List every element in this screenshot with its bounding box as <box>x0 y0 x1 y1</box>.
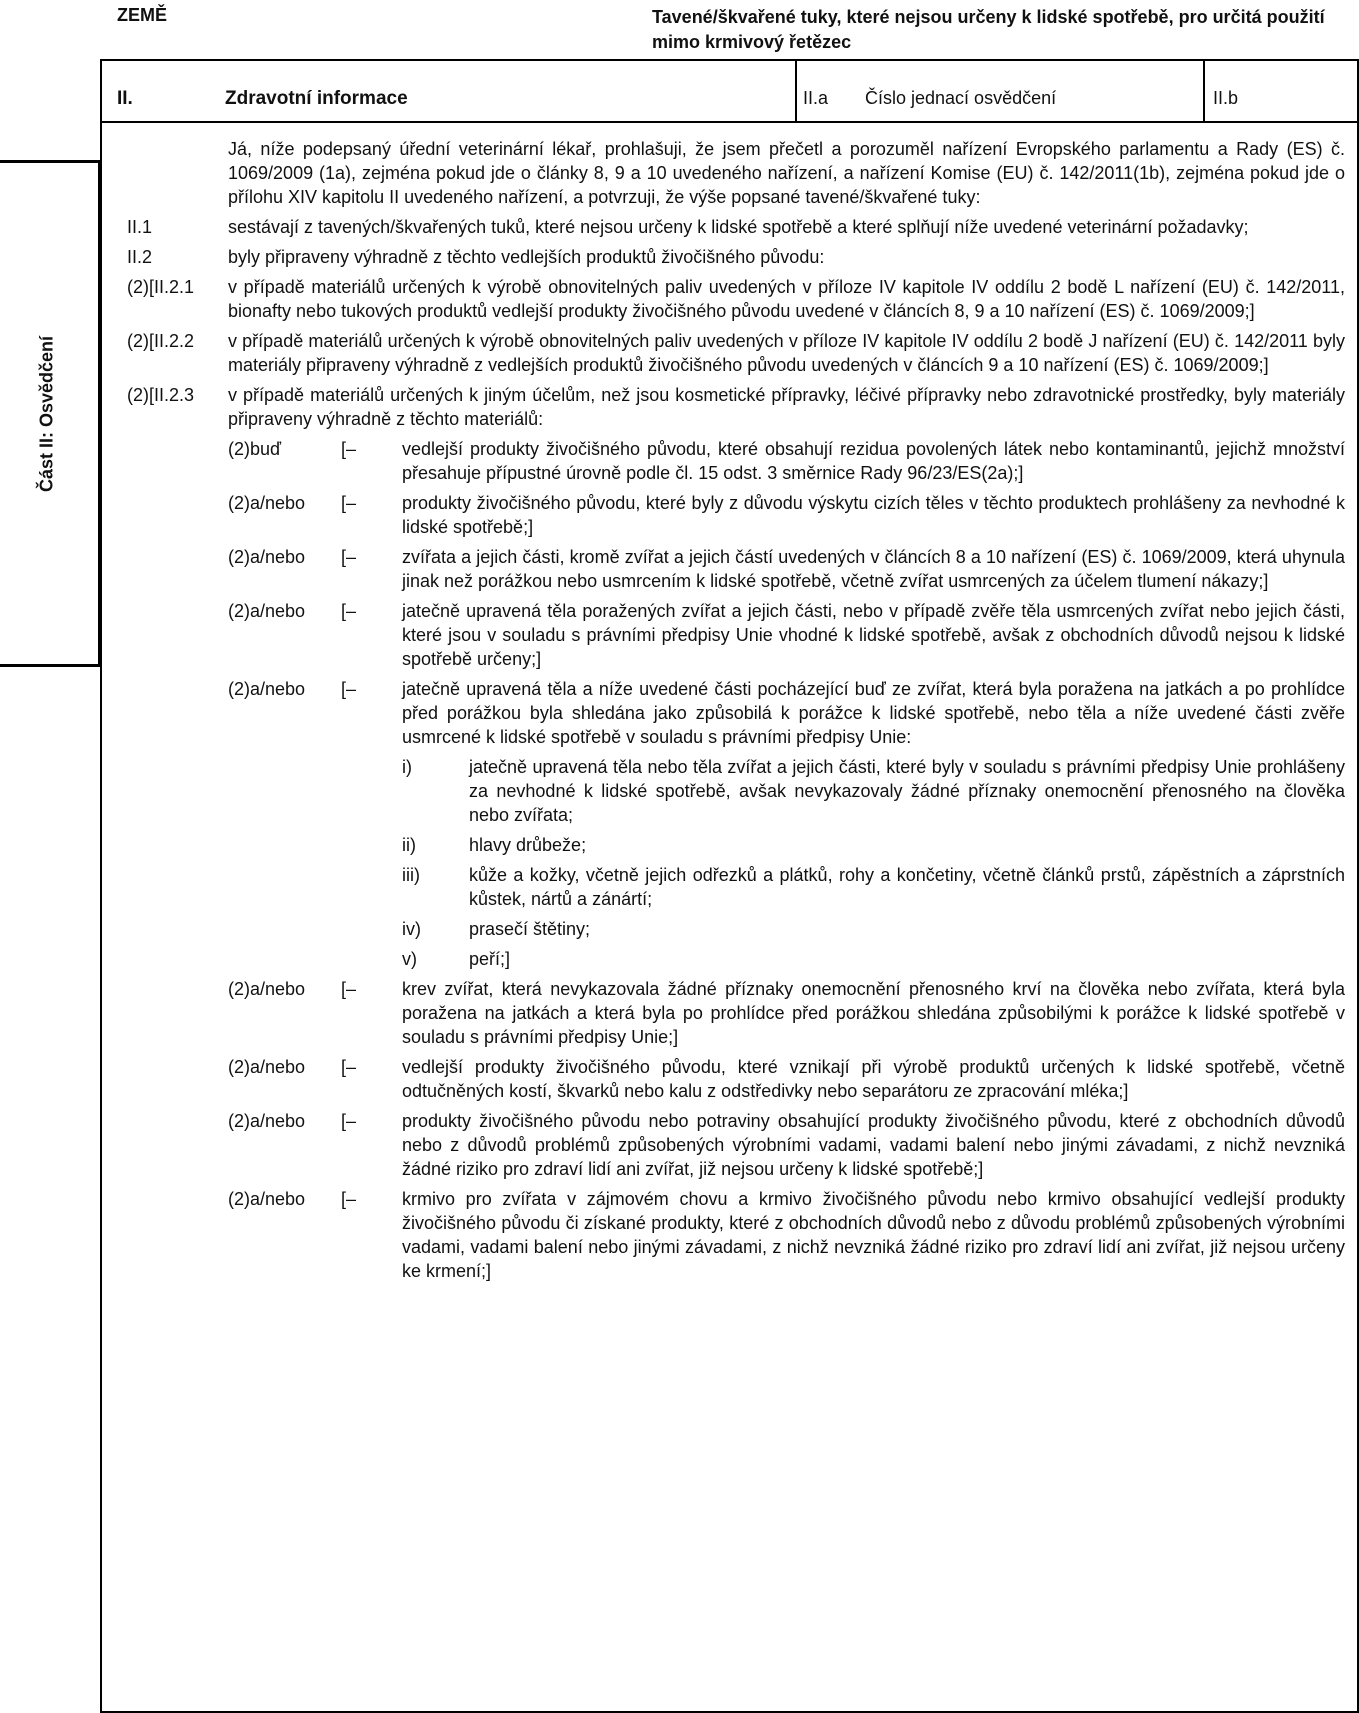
option-row <box>127 677 1345 749</box>
option-bracket: [– <box>341 493 357 513</box>
option-prefix: (2)a/nebo <box>228 1111 306 1131</box>
item-row <box>127 245 1345 269</box>
option-prefix: (2)a/nebo <box>228 1189 306 1209</box>
intro-text: Já, níže podepsaný úřední veterinární lékař, prohlašuji, že jsem přečetl a porozuměl nařízení Evropského parlamentu a Rady (ES) č. 1069/2009 (1a), zejména pokud jde o články 8, 9 a 10 uvedeného nařízení, a nařízení Komise (EU) č. 142/2011(1b), zejména pokud jde o přílohu XIV kapitolu II uvedeného nařízení, a potvrzuji, že výše popsané tavené/škvařené tuky: <box>228 139 1345 207</box>
option-bracket: [– <box>341 601 357 621</box>
option-text: jatečně upravená těla poražených zvířat a jejich části, nebo v případě zvěře těla usmrcených zvířat nebo jejich části, které jsou v souladu s právními předpisy Unie vhodné k lidské spotřebě, avšak z obchodních důvodů nejsou k lidské spotřebě určeny;] <box>402 601 1345 669</box>
subitem-text: hlavy drůbeže; <box>469 835 587 855</box>
option-text: produkty živočišného původu, které byly z důvodu výskytu cizích těles v těchto produktech prohlášeny za nevhodné k lidské spotřebě;] <box>402 493 1345 537</box>
subitem-row <box>402 947 1345 971</box>
certificate-title: Tavené/škvařené tuky, které nejsou určeny k lidské spotřebě, pro určitá použití mimo krmivový řetězec <box>652 7 1325 52</box>
subitem-number: ii) <box>402 835 416 855</box>
country-label: ZEMĚ <box>117 5 168 25</box>
subitem-number: iii) <box>402 865 420 885</box>
iia-label: II.a <box>803 88 829 108</box>
option-bracket: [– <box>341 1189 357 1209</box>
option-row <box>127 1187 1345 1283</box>
intro-row <box>127 137 1345 209</box>
subitem-text: jatečně upravená těla nebo těla zvířat a jejich části, které byly v souladu s právními předpisy Unie prohlášeny za nevhodné k lidské spotřebě, avšak nevykazovaly žádné příznaky onemocnění přenosného na člověka nebo zvířata; <box>469 757 1345 825</box>
item-number: (2)[II.2.2 <box>127 331 195 351</box>
subitem-text: kůže a kožky, včetně jejich odřezků a plátků, rohy a končetiny, včetně článků prstů, zápěstních a záprstních kůstek, nártů a zánártí; <box>469 865 1345 909</box>
item-text: v případě materiálů určených k jiným účelům, než jsou kosmetické přípravky, léčivé přípravky nebo zdravotnické prostředky, byly materiály připraveny výhradně z těchto materiálů: <box>228 385 1345 429</box>
option-row <box>127 599 1345 671</box>
option-prefix: (2)a/nebo <box>228 1057 306 1077</box>
reference-number-label: Číslo jednací osvědčení <box>865 88 1057 108</box>
subitem-row <box>402 917 1345 941</box>
subitem-row <box>402 755 1345 827</box>
option-row <box>127 545 1345 593</box>
item-number: (2)[II.2.3 <box>127 385 195 405</box>
item-number: II.2 <box>127 247 153 267</box>
iib-label: II.b <box>1213 88 1239 108</box>
iib-divider <box>1203 59 1205 121</box>
item-text: v případě materiálů určených k výrobě obnovitelných paliv uvedených v příloze IV kapitole IV oddílu 2 bodě L nařízení (EU) č. 142/2011, bionafty nebo tukových produktů vedlejší produkty živočišného původu uvedené v článcích 8, 9 a 10 nařízení (ES) č. 1069/2009;] <box>228 277 1345 321</box>
item-text: v případě materiálů určených k výrobě obnovitelných paliv uvedených v příloze IV kapitole IV oddílu 2 bodě J nařízení (EU) č. 142/2011 byly materiály připraveny výhradně z vedlejších produktů živočišného původu uvedených v článcích 9 a 10 nařízení (ES) č. 1069/2009;] <box>228 331 1345 375</box>
option-text: krev zvířat, která nevykazovala žádné příznaky onemocnění přenosného krví na člověka nebo zvířata, která byla poražena na jatkách a která byla po prohlídce před porážkou shledána způsobilými k porážce k lidské spotřebě v souladu s právními předpisy Unie;] <box>402 979 1345 1047</box>
item-number: II.1 <box>127 217 153 237</box>
option-bracket: [– <box>341 679 357 699</box>
option-prefix: (2)a/nebo <box>228 547 306 567</box>
subitem-number: iv) <box>402 919 421 939</box>
option-row <box>127 977 1345 1049</box>
option-prefix: (2)a/nebo <box>228 679 306 699</box>
item-row <box>127 215 1345 239</box>
subitem-row <box>402 863 1345 911</box>
option-text: jatečně upravená těla a níže uvedené části pocházející buď ze zvířat, která byla poražena na jatkách a po prohlídce před porážkou byla shledána jako způsobilá k porážce k lidské spotřebě, nebo těla a níže uvedené části zvěře usmrcené k lidské spotřebě v souladu s právními předpisy Unie: <box>402 679 1345 747</box>
option-bracket: [– <box>341 439 357 459</box>
section-bar-divider <box>100 121 1359 123</box>
iia-divider <box>795 59 797 121</box>
option-row <box>127 437 1345 485</box>
option-prefix: (2)a/nebo <box>228 601 306 621</box>
option-bracket: [– <box>341 1111 357 1131</box>
side-label: Část II: Osvědčení <box>36 335 57 493</box>
option-text: zvířata a jejich části, kromě zvířat a jejich částí uvedených v článcích 8 a 10 nařízení (ES) č. 1069/2009, která uhynula jinak než porážkou nebo usmrcením k lidské spotřebě, včetně zvířat usmrcených za účelem tlumení nákazy;] <box>402 547 1345 591</box>
item-row <box>127 329 1345 377</box>
option-row <box>127 1055 1345 1103</box>
item-number: (2)[II.2.1 <box>127 277 195 297</box>
option-prefix: (2)buď <box>228 439 282 459</box>
item-text: byly připraveny výhradně z těchto vedlejších produktů živočišného původu: <box>228 247 825 267</box>
item-row <box>127 275 1345 323</box>
option-row <box>127 1109 1345 1181</box>
option-bracket: [– <box>341 979 357 999</box>
option-prefix: (2)a/nebo <box>228 979 306 999</box>
subitem-text: peří;] <box>469 949 511 969</box>
item-text: sestávají z tavených/škvařených tuků, které nejsou určeny k lidské spotřebě a které splňují níže uvedené veterinární požadavky; <box>228 217 1249 237</box>
section-title: Zdravotní informace <box>225 88 408 109</box>
option-row <box>127 491 1345 539</box>
option-text: vedlejší produkty živočišného původu, které vznikají při výrobě produktů určených k lidské spotřebě, včetně odtučněných kostí, škvarků nebo kalu z odstředivky nebo separátoru ze zpracování mléka;] <box>402 1057 1345 1101</box>
certificate-body <box>127 137 1345 1289</box>
option-text: vedlejší produkty živočišného původu, které obsahují rezidua povolených látek nebo kontaminantů, jejichž množství přesahuje přípustné úrovně podle čl. 15 odst. 3 směrnice Rady 96/23/ES(2a);] <box>402 439 1345 483</box>
subitem-row <box>402 833 1345 857</box>
option-prefix: (2)a/nebo <box>228 493 306 513</box>
subitem-number: v) <box>402 949 417 969</box>
option-text: krmivo pro zvířata v zájmovém chovu a krmivo živočišného původu nebo krmivo obsahující vedlejší produkty živočišného původu či získané produkty, které z obchodních důvodů nebo z důvodu problémů způsobených výrobními vadami, vadami balení nebo jinými závadami, z nichž nevzniká žádné riziko pro zdraví lidí ani zvířat, již nejsou určeny ke krmení;] <box>402 1189 1345 1281</box>
option-text: produkty živočišného původu nebo potraviny obsahující produkty živočišného původu, které z obchodních důvodů nebo z důvodů problémů způsobených výrobními vadami, vadami balení nebo jinými závadami, z nichž nevzniká žádné riziko pro zdraví lidí ani zvířat, již nejsou určeny k lidské spotřebě;] <box>402 1111 1345 1179</box>
subitem-number: i) <box>402 757 412 777</box>
header-divider <box>100 59 1359 61</box>
section-number: II. <box>117 88 133 109</box>
subitem-text: prasečí štětiny; <box>469 919 591 939</box>
option-bracket: [– <box>341 547 357 567</box>
item-row <box>127 383 1345 431</box>
option-bracket: [– <box>341 1057 357 1077</box>
